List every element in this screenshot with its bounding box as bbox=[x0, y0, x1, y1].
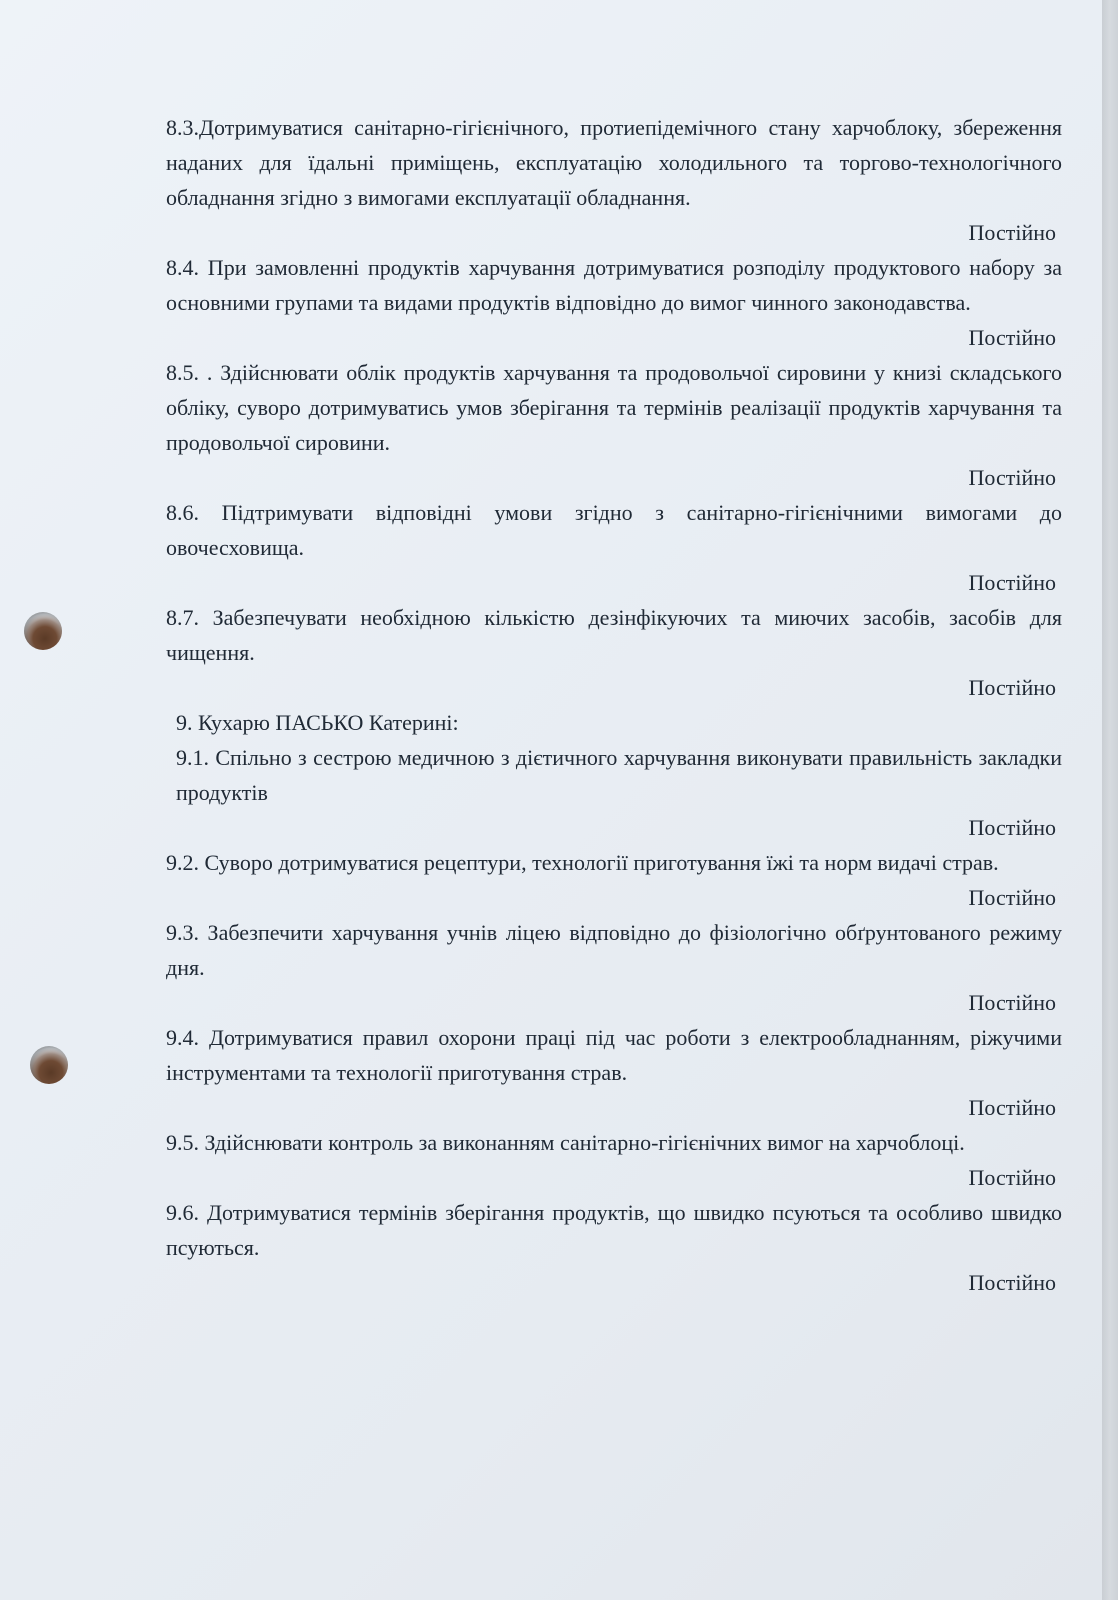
item-9-1: 9.1. Спільно з сестрою медичною з дієтичного харчування виконувати правильність закладки продуктів bbox=[176, 745, 1062, 805]
term-8-6: Постійно bbox=[968, 570, 1056, 595]
document-body bbox=[166, 110, 1062, 1300]
term-8-3: Постійно bbox=[968, 220, 1056, 245]
item-8-6: 8.6. Підтримувати відповідні умови згідно з санітарно-гігієнічними вимогами до овочесховища. bbox=[166, 500, 1062, 560]
item-9-4: 9.4. Дотримуватися правил охорони праці під час роботи з електрообладнанням, ріжучими інструментами та технології приготування страв. bbox=[166, 1025, 1062, 1085]
item-9-6: 9.6. Дотримуватися термінів зберігання продуктів, що швидко псуються та особливо швидко псуються. bbox=[166, 1200, 1062, 1260]
item-8-3: 8.3.Дотримуватися санітарно-гігієнічного, протиепідемічного стану харчоблоку, збереження наданих для їдальні приміщень, експлуатацію холодильного та торгово-технологічного обладнання згідно з вимогами експлуатації обладнання. bbox=[166, 115, 1062, 210]
page-edge bbox=[1102, 0, 1118, 1600]
item-9-3: 9.3. Забезпечити харчування учнів ліцею відповідно до фізіологічно обґрунтованого режиму дня. bbox=[166, 920, 1062, 980]
item-8-5: 8.5. . Здійснювати облік продуктів харчування та продовольчої сировини у книзі складського обліку, суворо дотримуватись умов зберігання та термінів реалізації продуктів харчування та продовольчої сировини. bbox=[166, 360, 1062, 455]
punch-hole bbox=[24, 612, 62, 650]
item-8-7: 8.7. Забезпечувати необхідною кількістю дезінфікуючих та миючих засобів, засобів для чищення. bbox=[166, 605, 1062, 665]
term-9-1: Постійно bbox=[968, 815, 1056, 840]
term-8-5: Постійно bbox=[968, 465, 1056, 490]
item-9-2: 9.2. Суворо дотримуватися рецептури, технології приготування їжі та норм видачі страв. bbox=[166, 850, 999, 875]
term-9-5: Постійно bbox=[968, 1165, 1056, 1190]
term-9-6: Постійно bbox=[968, 1270, 1056, 1295]
item-9-5: 9.5. Здійснювати контроль за виконанням санітарно-гігієнічних вимог на харчоблоці. bbox=[166, 1130, 965, 1155]
term-8-4: Постійно bbox=[968, 325, 1056, 350]
term-9-2: Постійно bbox=[968, 885, 1056, 910]
term-9-3: Постійно bbox=[968, 990, 1056, 1015]
term-9-4: Постійно bbox=[968, 1095, 1056, 1120]
section-9-heading: 9. Кухарю ПАСЬКО Катерині: bbox=[176, 710, 459, 735]
punch-hole bbox=[30, 1046, 68, 1084]
item-8-4: 8.4. При замовленні продуктів харчування дотримуватися розподілу продуктового набору за основними групами та видами продуктів відповідно до вимог чинного законодавства. bbox=[166, 255, 1062, 315]
term-8-7: Постійно bbox=[968, 675, 1056, 700]
